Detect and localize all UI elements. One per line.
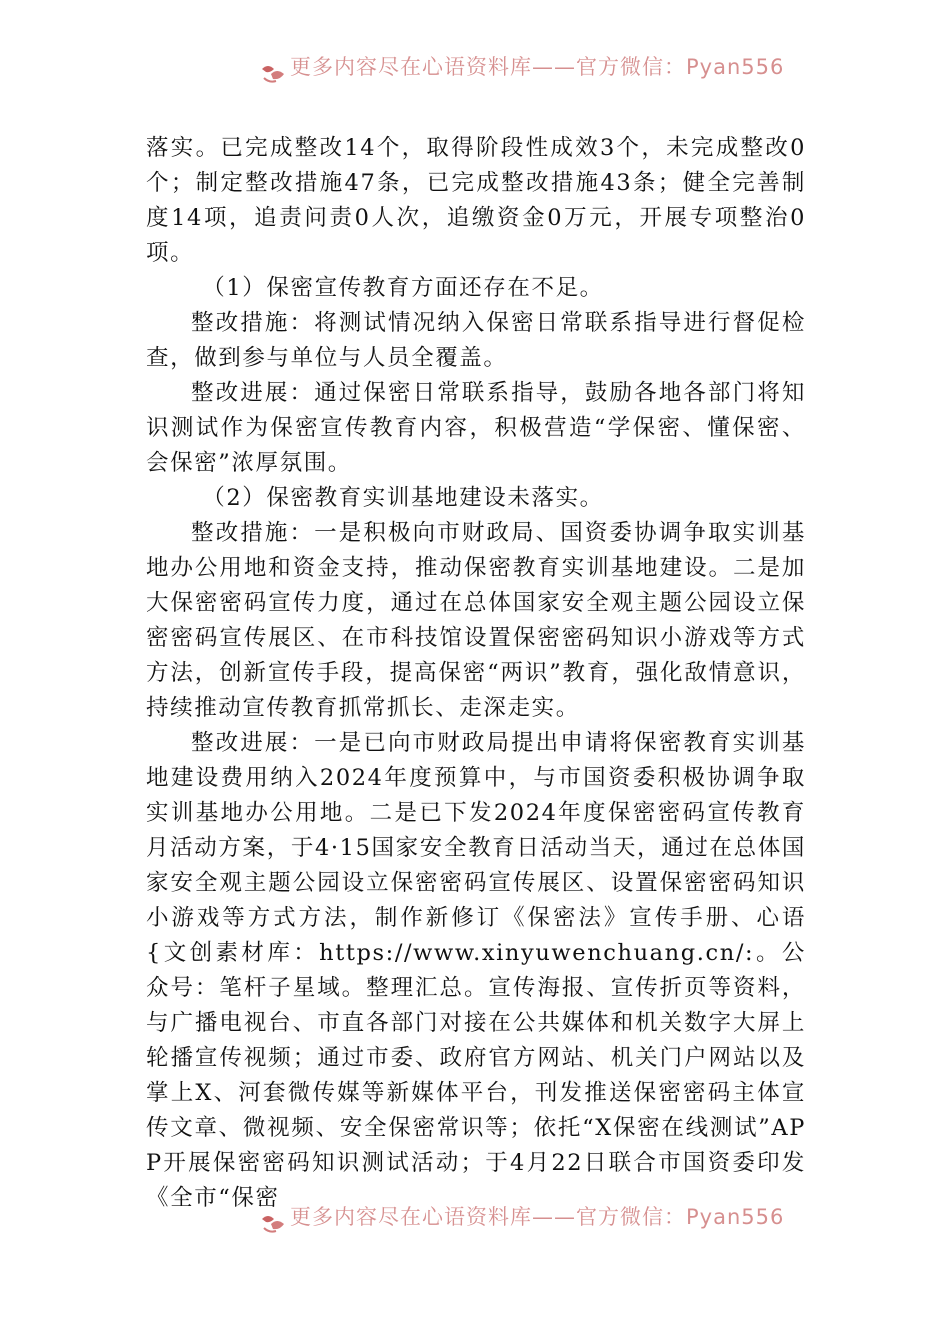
watermark-header xyxy=(0,56,950,90)
watermark-logo-icon xyxy=(258,1210,288,1236)
watermark-footer xyxy=(0,1206,950,1240)
watermark-text: 更多内容尽在心语资料库——官方微信：Pyan556 xyxy=(290,56,785,79)
paragraph-summary: 落实。已完成整改14个，取得阶段性成效3个，未完成整改0个；制定整改措施47条，已完成整改措施43条；健全完善制度14项，追责问责0人次，追缴资金0万元，开展专项整治0项。 xyxy=(146,135,806,266)
paragraph-progress-2: 整改进展：一是已向市财政局提出申请将保密教育实训基地建设费用纳入2024年度预算中，与市国资委积极协调争取实训基地办公用地。二是已下发2024年度保密密码宣传教育月活动方案，于4·15国家安全教育日活动当天，通过在总体国家安全观主题公园设立保密密码宣传展区、设置保密密码知识小游戏等方式方法，制作新修订《保密法》宣传手册、心语{文创素材库：https://www.xinyuwenchuang.cn/:。公众号：笔杆子星域。整理汇总。宣传海报、宣传折页等资料，与广播电视台、市直各部门对接在公共媒体和机关数字大屏上轮播宣传视频；通过市委、政府官方网站、机关门户网站以及掌上X、河套微传媒等新媒体平台，刊发推送保密密码主体宣传文章、微视频、安全保密常识等；依托“X保密在线测试”APP开展保密密码知识测试活动；于4月22日联合市国资委印发《全市“保密 xyxy=(146,730,806,1211)
issue-heading-1: （1）保密宣传教育方面还存在不足。 xyxy=(202,275,604,301)
watermark-text: 更多内容尽在心语资料库——官方微信：Pyan556 xyxy=(290,1206,785,1229)
watermark-logo-icon xyxy=(258,60,288,86)
issue-heading-2: （2）保密教育实训基地建设未落实。 xyxy=(202,485,604,511)
paragraph-measures-1: 整改措施：将测试情况纳入保密日常联系指导进行督促检查，做到参与单位与人员全覆盖。 xyxy=(146,310,806,371)
paragraph-measures-2: 整改措施：一是积极向市财政局、国资委协调争取实训基地办公用地和资金支持，推动保密教育实训基地建设。二是加大保密密码宣传力度，通过在总体国家安全观主题公园设立保密密码宣传展区、在市科技馆设置保密密码知识小游戏等方式方法，创新宣传手段，提高保密“两识”教育，强化敌情意识，持续推动宣传教育抓常抓长、走深走实。 xyxy=(146,520,806,721)
paragraph-progress-1: 整改进展：通过保密日常联系指导，鼓励各地各部门将知识测试作为保密宣传教育内容，积极营造“学保密、懂保密、会保密”浓厚氛围。 xyxy=(146,380,806,476)
document-body xyxy=(146,131,806,1216)
